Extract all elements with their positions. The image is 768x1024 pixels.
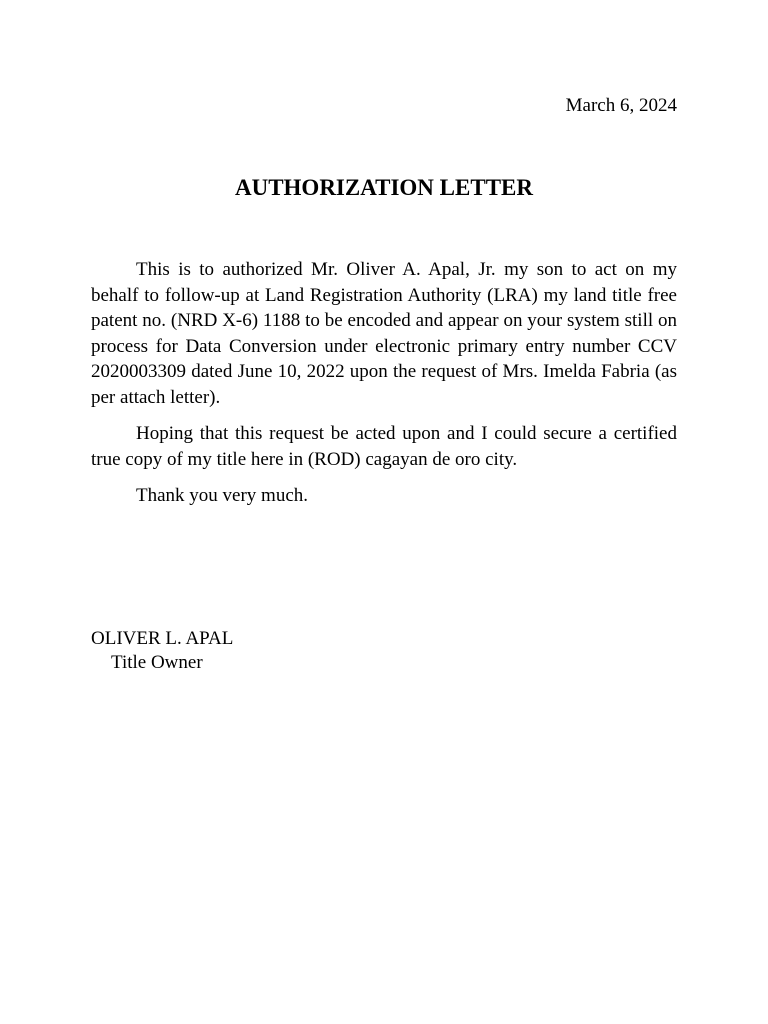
- body-paragraph-request: Hoping that this request be acted upon and I could secure a certified true copy of my title here in (ROD) cagayan de oro city.: [91, 423, 677, 470]
- body-paragraph-thanks: Thank you very much.: [136, 485, 309, 506]
- letter-date: March 6, 2024: [565, 95, 677, 116]
- signatory-role: Title Owner: [111, 652, 203, 673]
- signatory-name: OLIVER L. APAL: [91, 628, 234, 649]
- letter-body: [91, 257, 677, 520]
- letter-title: AUTHORIZATION LETTER: [234, 175, 533, 200]
- body-paragraph-authorization: This is to authorized Mr. Oliver A. Apal, Jr. my son to act on my behalf to follow-up at Land Registration Authority (LRA) my land title free patent no. (NRD X-6) 1188 to be encoded and appear on your system still on process for Data Conversion under electronic primary entry number CCV 2020003309 dated June 10, 2022 upon the request of Mrs. Imelda Fabria (as per attach letter).: [91, 259, 677, 408]
